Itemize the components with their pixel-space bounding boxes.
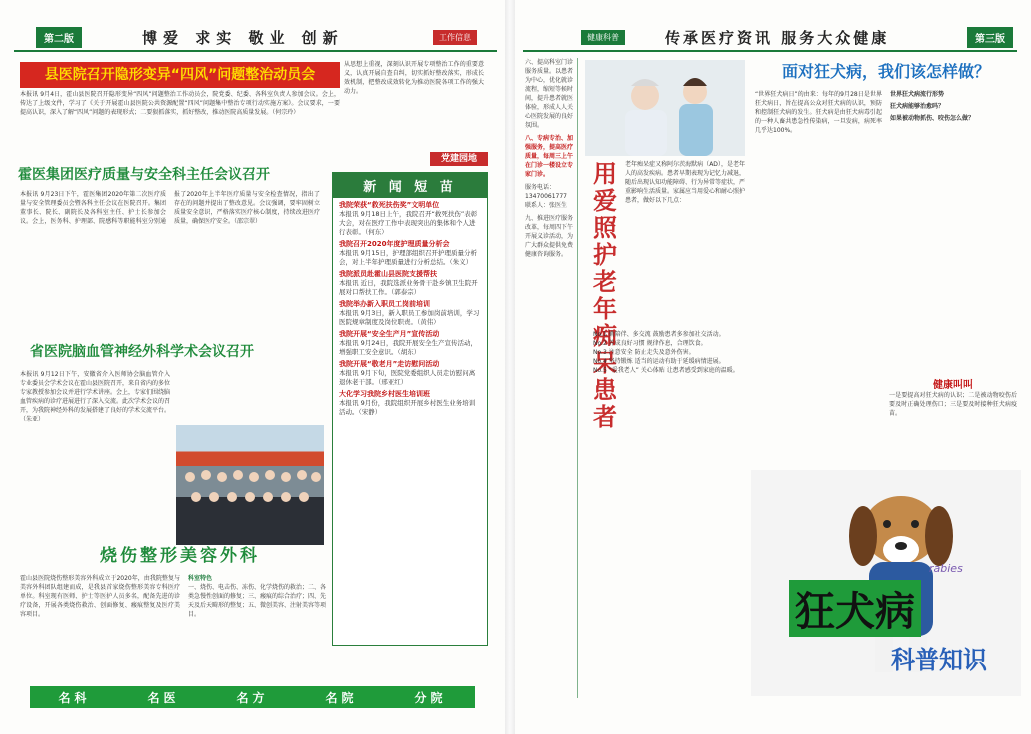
news-item-title: 大化学习我院乡村医生培训班 — [339, 390, 430, 398]
article2-body: 本报讯 9月23日下午，霍医集团2020年第二次医疗质量与安全管理委员会暨各科主任会议在医院召开。集团董事长、院长、副院长及各科室主任、护士长参加会议。会上，医务科、护理部、院感科等职能科室分别通报了2020年上半年医疗质量与安全检查情况，指出了存在的问题并提出了整改意见。会议强调，要牢固树立质量安全意识，严格落实医疗核心制度，持续改进医疗质量，确保医疗安全。（邵宗翠） — [20, 191, 320, 225]
right-header — [515, 26, 1031, 48]
party-stamp: 党建园地 — [430, 152, 488, 166]
news-item-title: 我院召开2020年度护理质量分析会 — [339, 240, 450, 248]
column-divider — [577, 58, 578, 698]
page-slogan: 博爱 求实 敬业 创新 — [142, 28, 344, 47]
elderly-care-photo — [585, 60, 745, 156]
footer-item: 分院 — [414, 690, 447, 705]
health-tips-text: 一是要提高对狂犬病的认识；二是被动物咬伤后要及时正确处理伤口；三是要及时接种狂犬病疫苗。 — [889, 392, 1017, 417]
footer-item: 名方 — [236, 690, 269, 705]
news-item — [339, 390, 481, 417]
right-page — [515, 0, 1031, 734]
narrow-column — [525, 58, 573, 698]
poster-english: rabies — [929, 562, 963, 575]
rabies-title: 面对狂犬病，我们该怎样做？ — [781, 62, 990, 81]
article2-title: 霍医集团医疗质量与安全科主任会议召开 — [18, 167, 270, 183]
column1-text: 六、提高科室门诊服务质量。以患者为中心，优化就诊流程，缩短等候时间，提升患者就医体验，形成人人关心医院发展的良好氛围。 — [525, 59, 573, 129]
column1-more: 九、推进医疗服务改革，每周四下午开展义诊活动，为广大群众提供免费健康咨询服务。 — [525, 215, 573, 258]
news-box — [332, 172, 488, 646]
header-rule — [14, 50, 497, 52]
news-heading: 新 闻 短 苗 — [333, 173, 487, 198]
people-illustration — [176, 425, 324, 545]
contact-info: 服务电话：13470061777 联系人：张医生 — [525, 184, 568, 209]
section-tag: 健康科普 — [581, 30, 625, 45]
news-item-text: 本报讯 9月18日上午，我院召开“救死扶伤”表彰大会，对在医疗工作中表现突出的集体和个人进行表彰。（何东） — [339, 210, 478, 236]
article1-body: 本报讯 9月4日，霍山县医院召开隐形变异“四风”问题整治工作动员会，院党委、纪委、各科室负责人参加会议。会上，传达了上级文件，学习了《关于开展霍山县医院公共资源配置“四风”问题集中整治专项行动实施方案》。会议要求，一要提高认识，深入了解“四风”问题的表现形式；二要狠抓落实，抓好整改，推动医院高质量发展。（何宗玲） — [20, 91, 340, 116]
page-fold — [505, 0, 515, 734]
rabies-intro: “世界狂犬病日”的由来：每年的9月28日是世界狂犬病日，旨在提高公众对狂犬病的认识，预防和控制狂犬病的发生。狂犬病是由狂犬病毒引起的一种人畜共患急性传染病，一旦发病，病死率几乎达100%。 — [755, 91, 882, 134]
footer-bar — [30, 686, 475, 708]
elderly-article-body: 老年痴呆症又称阿尔茨海默病（AD），是老年人的高发疾病。患者早期表现为记忆力减退，随后出现认知功能障碍、行为异常等症状，严重影响生活质量。家属应当用爱心和耐心照护患者，做好以下几点： — [625, 161, 745, 204]
poster-subtitle: 科普知识 — [891, 646, 987, 674]
rabies-body — [755, 90, 1017, 320]
elderly-points — [593, 330, 745, 690]
news-item-text: 本报讯 9月24日，我院开展安全生产宣传活动，增强职工安全意识。（胡东） — [339, 339, 477, 356]
news-item — [339, 360, 481, 387]
article3-body-cont — [190, 370, 320, 420]
news-item — [339, 300, 481, 327]
article1-title: 县医院召开隐形变异“四风”问题整治动员会 — [20, 62, 340, 88]
news-item-text: 本报讯 9月3日，新入职员工参加岗前培训，学习医院规章制度及岗位职责。（黄伟） — [339, 309, 480, 326]
services-text: 一、烧伤、电击伤、冻伤、化学烧伤的救治；二、各类急慢性创面的修复；三、瘢痕的综合治疗；四、先天及后天畸形的整复；五、微创美容、注射美容等项目。 — [188, 584, 326, 618]
elderly-point: No.3 注意安全 防止走失及意外伤害。 — [593, 349, 695, 356]
nurse-elderly-illustration — [585, 60, 745, 156]
news-item-text: 本报讯 9月下旬，医院党委组织人员走访慰问离退休老干部。（邢亚红） — [339, 369, 476, 386]
services-title: 科室特色 — [188, 575, 213, 582]
elderly-point: No.5 “爱我老人” 关心体贴 让患者感受到家庭的温暖。 — [593, 367, 739, 374]
elderly-vertical-title: 用爱照护老年痴呆患者 — [593, 159, 617, 431]
column1-highlight: 八、专病专治、加强服务，提高医疗质量，每周三上午在门诊一楼设立专家门诊。 — [525, 135, 573, 178]
elderly-point: No.2 养成良好习惯 规律作息，合理饮食。 — [593, 340, 707, 347]
footer-item: 名科 — [58, 690, 91, 705]
news-item-title: 我院开展“安全生产月”宣传活动 — [339, 330, 440, 338]
section-tag: 工作信息 — [433, 30, 477, 45]
left-page — [0, 0, 505, 734]
health-tips-box — [889, 376, 1017, 471]
group-photo — [176, 425, 324, 545]
rabies-subtitle: 世界狂犬病流行形势 — [890, 91, 945, 98]
elderly-point: No.1 勤陪伴、多交流 鼓励患者多参加社交活动。 — [593, 331, 725, 338]
news-item — [339, 201, 481, 237]
rabies-subtitle: 狂犬病能够治愈吗？ — [890, 103, 945, 110]
rabies-subtitle: 如果被动物抓伤、咬伤怎么做？ — [890, 115, 975, 122]
footer-item: 名院 — [325, 690, 358, 705]
news-item-title: 我院荣获“救死扶伤奖”文明单位 — [339, 201, 440, 209]
left-header — [0, 26, 505, 48]
elderly-point: No.4 坚持锻炼 适当的运动有助于延缓病情进展。 — [593, 358, 725, 365]
news-item-title: 我院举办新入职员工岗前培训 — [339, 300, 430, 308]
news-item-text: 本报讯 9月15日，护理部组织召开护理质量分析会，对上半年护理质量进行分析总结。（朱义） — [339, 249, 477, 266]
article4-services — [188, 574, 326, 678]
footer-item: 名医 — [147, 690, 180, 705]
page-number: 第三版 — [967, 27, 1013, 48]
news-item-title: 我院派员赴霍山县医院支援帮扶 — [339, 270, 437, 278]
news-item — [339, 330, 481, 357]
page-number: 第二版 — [36, 27, 82, 48]
article3-title: 省医院脑血管神经外科学术会议召开 — [30, 344, 254, 360]
header-rule — [523, 50, 1017, 52]
article4-title: 烧伤整形美容外科 — [100, 546, 260, 566]
page-slogan: 传承医疗资讯 服务大众健康 — [665, 28, 890, 47]
news-item-text: 本报讯 9月份，我院组织开展乡村医生业务培训活动。（宋静） — [339, 399, 476, 416]
news-item — [339, 270, 481, 297]
news-item — [339, 240, 481, 267]
news-item-title: 我院开展“敬老月”走访慰问活动 — [339, 360, 440, 368]
article4-body: 霍山县医院烧伤整形美容外科成立于2020年，由我院整复与美容外科团队组建而成，是我县首家烧伤整形美容专科医疗单位。科室现有医师、护士等医护人员多名，配备先进的诊疗设备，开展各类烧伤救治、创面修复、瘢痕整复及医疗美容项目。 — [20, 575, 180, 618]
news-item-text: 本报讯 近日，我院选派业务骨干赴乡镇卫生院开展对口帮扶工作。（郭泰宗） — [339, 279, 478, 296]
poster-title: 狂犬病 — [789, 580, 921, 637]
health-tips-title: 健康叫叫 — [933, 380, 973, 391]
article3-body: 本报讯 9月12日下午，安徽省介入医师协会脑血管介入专业委员会学术会议在霍山县医院召开，来自省内的多位专家教授参加会议并进行学术讲座。会上，专家们围绕脑血管疾病的诊疗进展进行了深入交流。此次学术会议的召开，为我院神经外科的发展搭建了良好的学术交流平台。（朱亚） — [20, 371, 170, 423]
rabies-poster — [751, 470, 1021, 696]
article1-side-body: 从思想上重视，深刻认识开展专项整治工作的重要意义，认真开展自查自纠，切实抓好整改落实，形成长效机制，把整改成效转化为推动医院各项工作的强大动力。 — [344, 61, 484, 95]
